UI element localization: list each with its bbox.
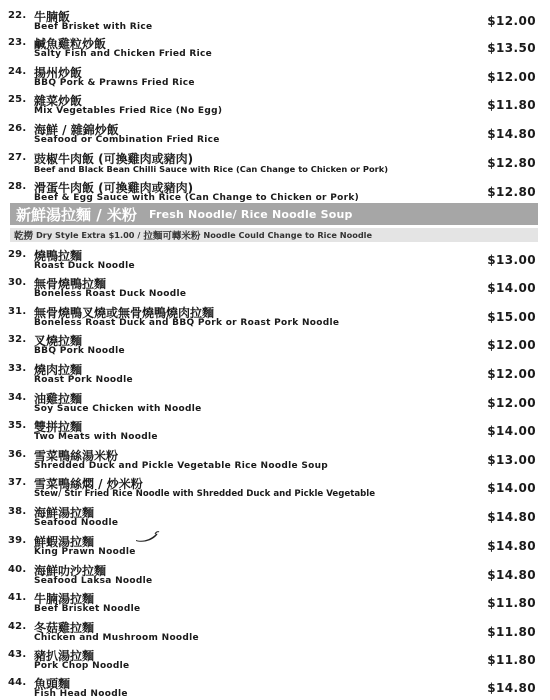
section-banner-noodle-soup [10, 203, 538, 225]
item-name-zh: 豉椒牛肉飯 (可換雞肉或豬肉) [34, 152, 194, 166]
item-name-zh: 鹹魚雞粒炒飯 [34, 37, 107, 51]
item-name-en: Beef Brisket with Rice [34, 22, 153, 32]
item-name-en: Salty Fish and Chicken Fried Rice [34, 49, 213, 59]
note-en-2: Noodle Could Change to Rice Noodle [203, 230, 373, 240]
item-name-zh: 海鮮湯拉麵 [34, 506, 95, 520]
item-name-zh: 無骨燒鴨拉麵 [34, 277, 107, 291]
note-en-1: Dry Style Extra $1.00 / [36, 230, 141, 240]
item-price: $12.00 [487, 14, 536, 28]
item-name-en: BBQ Pork Noodle [34, 346, 125, 356]
item-name-zh: 海鮮 / 雜錦炒飯 [34, 123, 119, 137]
item-number: 37. [8, 477, 27, 488]
item-number: 38. [8, 506, 27, 517]
item-name-zh: 雪菜鴨絲燜 / 炒米粉 [34, 477, 143, 491]
item-name-en: Seafood or Combination Fried Rice [34, 135, 220, 145]
item-price: $13.00 [487, 253, 536, 267]
chili-pepper-icon [134, 531, 160, 543]
item-number: 23. [8, 37, 27, 48]
item-name-en: Soy Sauce Chicken with Noodle [34, 404, 202, 414]
item-name-en: Mix Vegetables Fried Rice (No Egg) [34, 106, 223, 116]
item-name-en: Seafood Laksa Noodle [34, 576, 153, 586]
item-number: 33. [8, 363, 27, 374]
banner-title-zh: 新鮮湯拉麵 / 米粉 [16, 205, 137, 224]
item-name-en: Shredded Duck and Pickle Vegetable Rice Noodle Soup [34, 461, 329, 471]
item-price: $14.80 [487, 681, 536, 695]
item-name-en: BBQ Pork & Prawns Fried Rice [34, 78, 195, 88]
item-name-zh: 油雞拉麵 [34, 392, 83, 406]
item-price: $14.00 [487, 281, 536, 295]
item-name-zh: 滑蛋牛肉飯 (可換雞肉或豬肉) [34, 181, 194, 195]
item-price: $11.80 [487, 98, 536, 112]
item-name-zh: 海鮮叻沙拉麵 [34, 564, 107, 578]
item-price: $14.00 [487, 481, 536, 495]
item-price: $12.00 [487, 338, 536, 352]
item-number: 24. [8, 66, 27, 77]
item-number: 32. [8, 334, 27, 345]
item-name-en: Two Meats with Noodle [34, 432, 158, 442]
item-price: $12.80 [487, 185, 536, 199]
item-number: 25. [8, 94, 27, 105]
section-note [10, 228, 538, 242]
item-number: 27. [8, 152, 27, 163]
item-price: $14.80 [487, 568, 536, 582]
item-price: $14.00 [487, 424, 536, 438]
item-price: $13.50 [487, 41, 536, 55]
item-number: 42. [8, 621, 27, 632]
item-number: 29. [8, 249, 27, 260]
item-number: 43. [8, 649, 27, 660]
item-number: 41. [8, 592, 27, 603]
item-name-en: Beef and Black Bean Chilli Sauce with Rice (Can Change to Chicken or Pork) [34, 164, 389, 174]
item-name-zh: 鮮蝦湯拉麵 [34, 535, 95, 549]
item-number: 36. [8, 449, 27, 460]
item-price: $11.80 [487, 625, 536, 639]
item-number: 30. [8, 277, 27, 288]
item-price: $12.80 [487, 156, 536, 170]
item-name-zh: 雜菜炒飯 [34, 94, 83, 108]
item-price: $14.80 [487, 127, 536, 141]
note-zh-1: 乾撈 [14, 231, 34, 242]
item-number: 26. [8, 123, 27, 134]
item-price: $11.80 [487, 596, 536, 610]
item-name-zh: 牛腩湯拉麵 [34, 592, 95, 606]
item-name-zh: 燒鴨拉麵 [34, 249, 83, 263]
item-name-en: Beef & Egg Sauce with Rice (Can Change to Chicken or Pork) [34, 193, 360, 203]
banner-title-en: Fresh Noodle/ Rice Noodle Soup [148, 207, 353, 221]
item-name-en: King Prawn Noodle [34, 547, 136, 557]
item-price: $12.00 [487, 396, 536, 410]
item-name-en: Chicken and Mushroom Noodle [34, 633, 199, 643]
item-name-zh: 揚州炒飯 [34, 66, 83, 80]
item-name-zh: 魚頭麵 [34, 677, 71, 691]
item-number: 44. [8, 677, 27, 688]
item-name-zh: 冬菇雞拉麵 [34, 621, 95, 635]
item-name-zh: 叉燒拉麵 [34, 334, 83, 348]
item-name-en: Roast Pork Noodle [34, 375, 133, 385]
item-number: 28. [8, 181, 27, 192]
item-number: 35. [8, 420, 27, 431]
item-price: $12.00 [487, 367, 536, 381]
item-name-en: Seafood Noodle [34, 518, 119, 528]
item-price: $13.00 [487, 453, 536, 467]
item-number: 34. [8, 392, 27, 403]
item-name-zh: 雪菜鴨絲湯米粉 [34, 449, 119, 463]
item-name-zh: 雙拼拉麵 [34, 420, 83, 434]
item-name-en: Pork Chop Noodle [34, 661, 130, 671]
item-name-zh: 無骨燒鴨叉燒或無骨燒鴨燒肉拉麵 [34, 306, 215, 320]
item-number: 22. [8, 10, 27, 21]
item-price: $11.80 [487, 653, 536, 667]
item-price: $15.00 [487, 310, 536, 324]
item-name-zh: 豬扒湯拉麵 [34, 649, 95, 663]
item-name-zh: 牛腩飯 [34, 10, 71, 24]
item-name-en: Stew/ Stir Fried Rice Noodle with Shredded Duck and Pickle Vegetable [34, 489, 376, 499]
item-price: $14.80 [487, 539, 536, 553]
item-name-en: Fish Head Noodle [34, 689, 128, 699]
item-number: 31. [8, 306, 27, 317]
item-name-en: Beef Brisket Noodle [34, 604, 141, 614]
item-name-zh: 燒肉拉麵 [34, 363, 83, 377]
note-zh-2: 拉麵可轉米粉 [143, 231, 201, 242]
item-number: 39. [8, 535, 27, 546]
item-name-en: Boneless Roast Duck Noodle [34, 289, 187, 299]
item-number: 40. [8, 564, 27, 575]
item-price: $14.80 [487, 510, 536, 524]
item-price: $12.00 [487, 70, 536, 84]
item-name-en: Roast Duck Noodle [34, 261, 135, 271]
item-name-en: Boneless Roast Duck and BBQ Pork or Roast Pork Noodle [34, 318, 340, 328]
